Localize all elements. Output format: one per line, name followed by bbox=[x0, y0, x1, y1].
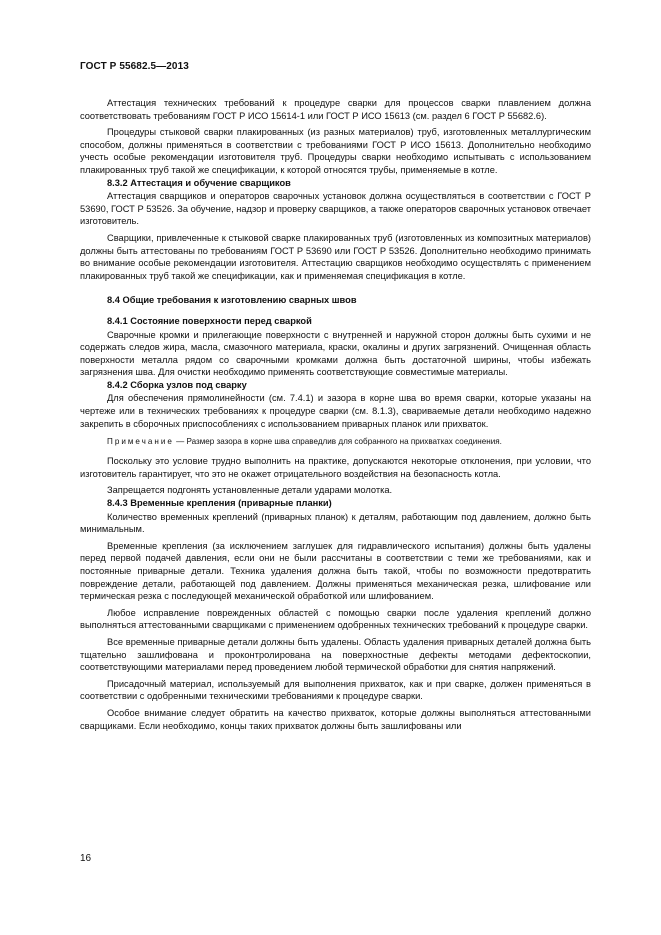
paragraph: Количество временных креплений (приварных планок) к деталям, работающим под давлением, должно быть минимальным. bbox=[80, 511, 591, 535]
paragraph: Сварочные кромки и прилегающие поверхности с внутренней и наружной сторон должны быть сухими и не содержать следов жира, масла, смазочного материала, краски, окалины и других загрязнений. Очищенная область поверхности металла рядом со сварочными кромками должна быть достаточной ширины, чтобы избежать загрязнения шва. Для очистки необходимо применять соответствующие совместимые материалы. bbox=[80, 329, 591, 378]
section-heading-8-4: 8.4 Общие требования к изготовлению сварных швов bbox=[107, 295, 357, 306]
paragraph: Временные крепления (за исключением заглушек для гидравлического испытания) должны быть удалены перед первой подачей давления, если они не были рассчитаны в соответствии с теми же требованиями, как и постоянные приварные детали. Техника удаления должна быть такой, чтобы по возможности предотвратить повреждение детали, работающей под давлением. Должны применяться механическая резка, шлифование или термическая резка с последующей механической обработкой или шлифованием. bbox=[80, 540, 591, 602]
section-heading-8-4-2: 8.4.2 Сборка узлов под сварку bbox=[107, 379, 247, 390]
section-heading-8-3-2: 8.3.2 Аттестация и обучение сварщиков bbox=[107, 177, 291, 188]
paragraph: Все временные приварные детали должны быть удалены. Область удаления приварных деталей должна быть тщательно зашлифована и проконтролирована на поверхностные дефекты методами дефектоскопии, соответствующими материалами перед проведением любой термической обработки для снятия напряжений. bbox=[80, 636, 591, 673]
note bbox=[80, 436, 591, 447]
page-content bbox=[80, 97, 591, 732]
section-heading-8-4-3: 8.4.3 Временные крепления (приварные планки) bbox=[107, 498, 332, 509]
paragraph: Аттестация технических требований к процедуре сварки для процессов сварки плавлением должна соответствовать требованиям ГОСТ Р ИСО 15614-1 или ГОСТ Р ИСО 15613 (см. раздел 6 ГОСТ Р 55682.6). bbox=[80, 98, 591, 121]
paragraph: Аттестация сварщиков и операторов сварочных установок должна осуществляться в соответствии с ГОСТ Р 53690, ГОСТ Р 53526. За обучение, надзор и проверку сварщиков, а также операторов сварочных установок отвечает изготовитель. bbox=[80, 191, 591, 227]
section-heading-8-4-1: 8.4.1 Состояние поверхности перед сваркой bbox=[107, 315, 312, 326]
paragraph: Любое исправление поврежденных областей с помощью сварки после удаления креплений должно выполняться аттестованными сварщиками с применением одобренных технических требований к процедуре сварки. bbox=[80, 607, 591, 631]
paragraph: Процедуры стыковой сварки плакированных (из разных материалов) труб, изготовленных металлургическим способом, должны применяться в соответствии с требованиями ГОСТ Р ИСО 15613. Дополнительно необходимо учесть особые рекомендации изготовителя труб. Процедуры сварки необходимо испытывать с использованием плакированных труб такой же спецификации, к которой относятся трубы, применяемые в котле. bbox=[80, 127, 591, 175]
paragraph: Сварщики, привлеченные к стыковой сварке плакированных труб (изготовленных из композитных материалов) должны быть аттестованы по требованиям ГОСТ Р 53690 или ГОСТ Р 53526. Дополнительно необходимо принимать во внимание особые рекомендации изготовителя. Аттестацию сварщиков необходимо осуществлять с применением плакированных труб такой же спецификации, как и применяемая спецификация в котле. bbox=[80, 232, 591, 281]
note-text: — Размер зазора в корне шва справедлив для собранного на прихватках соединения. bbox=[173, 437, 502, 447]
note-label: Примечание bbox=[107, 437, 174, 447]
paragraph: Особое внимание следует обратить на качество прихваток, которые должны выполняться аттестованными сварщиками. Если необходимо, концы таких прихваток должны быть зашлифованы или bbox=[80, 707, 591, 731]
paragraph: Запрещается подгонять установленные детали ударами молотка. bbox=[107, 485, 393, 496]
paragraph: Присадочный материал, используемый для выполнения прихваток, как и при сварке, должен применяться в соответствии с одобренными техническими требованиями к процедуре сварки. bbox=[80, 678, 591, 702]
document-header: ГОСТ Р 55682.5—2013 bbox=[80, 61, 189, 72]
page-number: 16 bbox=[80, 853, 92, 864]
paragraph: Для обеспечения прямолинейности (см. 7.4.1) и зазора в корне шва во время сварки, которые указаны на чертеже или в технических требованиях к процедуре сварки (см. 8.1.3), свариваемые детали необходимо надежно закрепить в сборочных приспособлениях с использованием приварных планок или прихваток. bbox=[80, 393, 591, 429]
paragraph: Поскольку это условие трудно выполнить на практике, допускаются некоторые отклонения, при условии, что изготовитель гарантирует, что это не окажет отрицательного воздействия на безопасность котла. bbox=[80, 456, 591, 479]
